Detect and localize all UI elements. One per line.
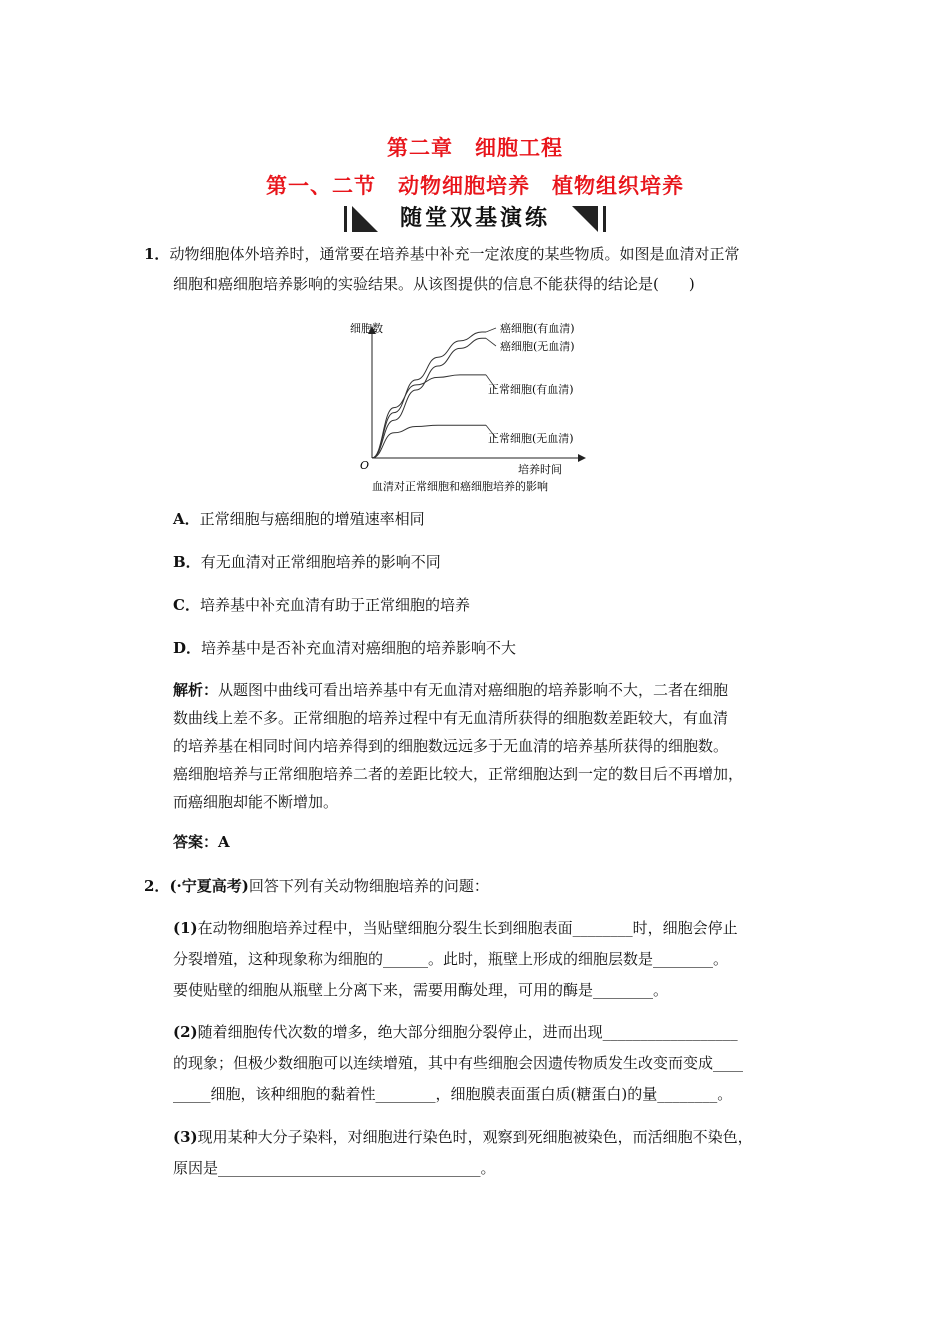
q1-analysis-text1: 从题图中曲线可看出培养基中有无血清对癌细胞的培养影响不大，二者在细胞 [218,681,729,699]
q1-answer [173,828,230,856]
q1-option-b-letter: B． [173,553,201,571]
q2-part1-line1 [173,914,738,942]
chart-series-label-1: 癌细胞(有血清) [500,322,575,335]
q1-option-a-text: 正常细胞与癌细胞的增殖速率相同 [199,510,425,528]
q1-stem-line1 [144,240,739,268]
chart-series-line-2 [372,338,486,458]
q1-stem-text1: 动物细胞体外培养时，通常要在培养基中补充一定浓度的某些物质。如图是血清对正常 [169,245,740,263]
chart-series-line-1 [372,332,486,458]
q2-part3-line1 [173,1123,753,1151]
q2-stem [144,872,489,900]
q2-number: 2． [144,877,170,895]
q2-part2-label: (2) [173,1023,198,1041]
banner-label: 随堂双基演练 [399,206,550,231]
q2-part2-line1 [173,1018,738,1046]
chart-series-leader-1 [486,328,496,332]
q2-part3-line2: 原因是___________________________________。 [173,1159,496,1177]
q2-part1-label: (1) [173,919,198,937]
chart-series-group [372,321,575,458]
q1-option-a-letter: A． [173,510,200,528]
section-title: 第一、二节 动物细胞培养 植物组织培养 [266,173,684,198]
q2-stem-text: 回答下列有关动物细胞培养的问题： [248,877,489,895]
q1-option-b-text: 有无血清对正常细胞培养的影响不同 [200,553,441,571]
banner-left-bar [344,206,347,232]
q2-part2-line2: 的现象；但极少数细胞可以连续增殖，其中有些细胞会因遗传物质发生改变而变成____ [173,1054,744,1072]
chart-series-label-2: 癌细胞(无血清) [500,340,575,353]
q2-part1-line2: 分裂增殖，这种现象称为细胞的______。此时，瓶壁上形成的细胞层数是________。 [173,950,729,968]
q1-option-a[interactable] [173,505,425,533]
q1-analysis-label: 解析： [173,681,219,699]
practice-banner [344,202,606,236]
q1-analysis-line4: 癌细胞培养与正常细胞培养二者的差距比较大，正常细胞达到一定的数目后不再增加， [173,765,744,783]
q1-number: 1． [144,245,170,263]
q1-answer-value: A [218,833,230,851]
q1-option-d-text: 培养基中是否补充血清对癌细胞的培养影响不大 [201,639,517,657]
chart-origin-label: O [360,459,370,472]
q1-option-b[interactable] [173,548,441,576]
q1-analysis-line1 [173,676,728,704]
q1-analysis-line3: 的培养基在相同时间内培养得到的细胞数远远多于无血清的培养基所获得的细胞数。 [173,737,729,755]
q2-part2-line3: _____细胞，该种细胞的黏着性________，细胞膜表面蛋白质(糖蛋白)的量________。 [173,1085,733,1103]
chart-series-line-4 [372,425,486,458]
q2-part1-line3: 要使贴壁的细胞从瓶壁上分离下来，需要用酶处理，可用的酶是________。 [173,981,669,999]
banner-right-bar [603,206,606,232]
q2-part1-text1: 在动物细胞培养过程中，当贴壁细胞分裂生长到细胞表面________时，细胞会停止 [197,919,738,937]
q1-option-c-letter: C． [173,596,200,614]
q1-analysis-line2: 数曲线上差不多。正常细胞的培养过程中有无血清所获得的细胞数差距较大，有血清 [173,709,729,727]
q1-answer-label: 答案： [173,833,219,851]
q2-source: (·宁夏高考) [169,877,249,895]
chart-y-axis-label: 细胞数 [350,322,383,335]
q2-part3-text1: 现用某种大分子染料，对细胞进行染色时，观察到死细胞被染色，而活细胞不染色， [197,1128,753,1146]
chart-title: 血清对正常细胞和癌细胞培养的影响 [372,480,548,493]
serum-chart [340,318,600,500]
chapter-title: 第二章 细胞工程 [387,135,563,160]
q1-option-d[interactable] [173,634,516,662]
q2-part2-text1: 随着细胞传代次数的增多，绝大部分细胞分裂停止，进而出现__________________ [197,1023,738,1041]
chart-series-label-4: 正常细胞(无血清) [488,432,574,445]
q1-analysis-line5: 而癌细胞却能不断增加。 [173,793,339,811]
chart-series-label-3: 正常细胞(有血清) [488,383,574,396]
q1-option-c-text: 培养基中补充血清有助于正常细胞的培养 [199,596,470,614]
banner-right-triangle-icon [572,206,598,232]
q1-option-d-letter: D． [173,639,202,657]
banner-left-triangle-icon [352,206,378,232]
q2-part3-label: (3) [173,1128,198,1146]
chart-series-leader-2 [486,338,496,346]
q1-option-c[interactable] [173,591,470,619]
q1-stem-line2: 细胞和癌细胞培养影响的实验结果。从该图提供的信息不能获得的结论是( ) [173,275,695,293]
chart-x-axis-label: 培养时间 [518,463,562,476]
